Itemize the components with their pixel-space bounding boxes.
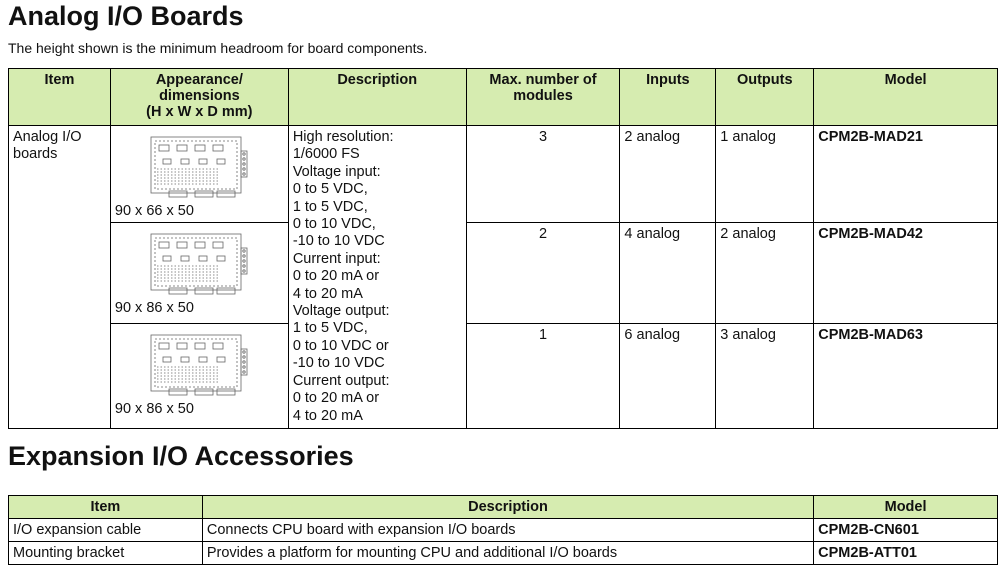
item-cell: Analog I/O boards	[9, 126, 111, 429]
table-row	[9, 222, 998, 324]
header-description: Description	[202, 496, 813, 519]
appearance-cell	[110, 222, 288, 324]
dimensions-text: 90 x 86 x 50	[114, 299, 194, 316]
description-cell: High resolution: 1/6000 FS Voltage input: 0 to 5 VDC, 1 to 5 VDC, 0 to 10 VDC, -10 to 10 VDC Current input: 0 to 20 mA or 4 to 20 mA Voltage output: 1 to 5 VDC, 0 to 10 VDC or -10 to 10 VDC Current output: 0 to 20 mA or 4 to 20 mA	[288, 126, 466, 429]
appearance-cell	[110, 324, 288, 429]
model-cell: CPM2B-MAD42	[814, 222, 998, 324]
model-cell: CPM2B-MAD21	[814, 126, 998, 223]
item-cell: I/O expansion cable	[9, 519, 203, 542]
max-modules-cell: 1	[466, 324, 620, 429]
header-appearance: Appearance/ dimensions (H x W x D mm)	[110, 69, 288, 126]
model-cell: CPM2B-ATT01	[814, 542, 998, 565]
outputs-cell: 3 analog	[716, 324, 814, 429]
inputs-cell: 6 analog	[620, 324, 716, 429]
item-cell: Mounting bracket	[9, 542, 203, 565]
board-image	[149, 331, 251, 397]
header-inputs: Inputs	[620, 69, 716, 126]
table-row	[9, 519, 998, 542]
dimensions-text: 90 x 86 x 50	[114, 401, 194, 418]
header-description: Description	[288, 69, 466, 126]
table-header-row	[9, 69, 998, 126]
table-row	[9, 542, 998, 565]
header-model: Model	[814, 496, 998, 519]
table-row	[9, 126, 998, 223]
headroom-note: The height shown is the minimum headroom for board components.	[8, 40, 428, 56]
header-max-modules: Max. number of modules	[466, 69, 620, 126]
description-cell: Connects CPU board with expansion I/O boards	[202, 519, 813, 542]
header-item: Item	[9, 496, 203, 519]
header-item: Item	[9, 69, 111, 126]
analog-io-table	[8, 68, 998, 429]
inputs-cell: 4 analog	[620, 222, 716, 324]
outputs-cell: 2 analog	[716, 222, 814, 324]
model-cell: CPM2B-CN601	[814, 519, 998, 542]
inputs-cell: 2 analog	[620, 126, 716, 223]
section-title-expansion: Expansion I/O Accessories	[8, 441, 354, 471]
model-cell: CPM2B-MAD63	[814, 324, 998, 429]
table-header-row	[9, 496, 998, 519]
description-cell: Provides a platform for mounting CPU and additional I/O boards	[202, 542, 813, 565]
board-image	[149, 133, 251, 199]
max-modules-cell: 2	[466, 222, 620, 324]
max-modules-cell: 3	[466, 126, 620, 223]
section-title-analog: Analog I/O Boards	[8, 1, 244, 31]
dimensions-text: 90 x 66 x 50	[114, 203, 194, 219]
table-row	[9, 324, 998, 429]
header-model: Model	[814, 69, 998, 126]
outputs-cell: 1 analog	[716, 126, 814, 223]
expansion-accessories-table	[8, 495, 998, 565]
appearance-cell	[110, 126, 288, 223]
header-outputs: Outputs	[716, 69, 814, 126]
board-image	[149, 230, 251, 296]
